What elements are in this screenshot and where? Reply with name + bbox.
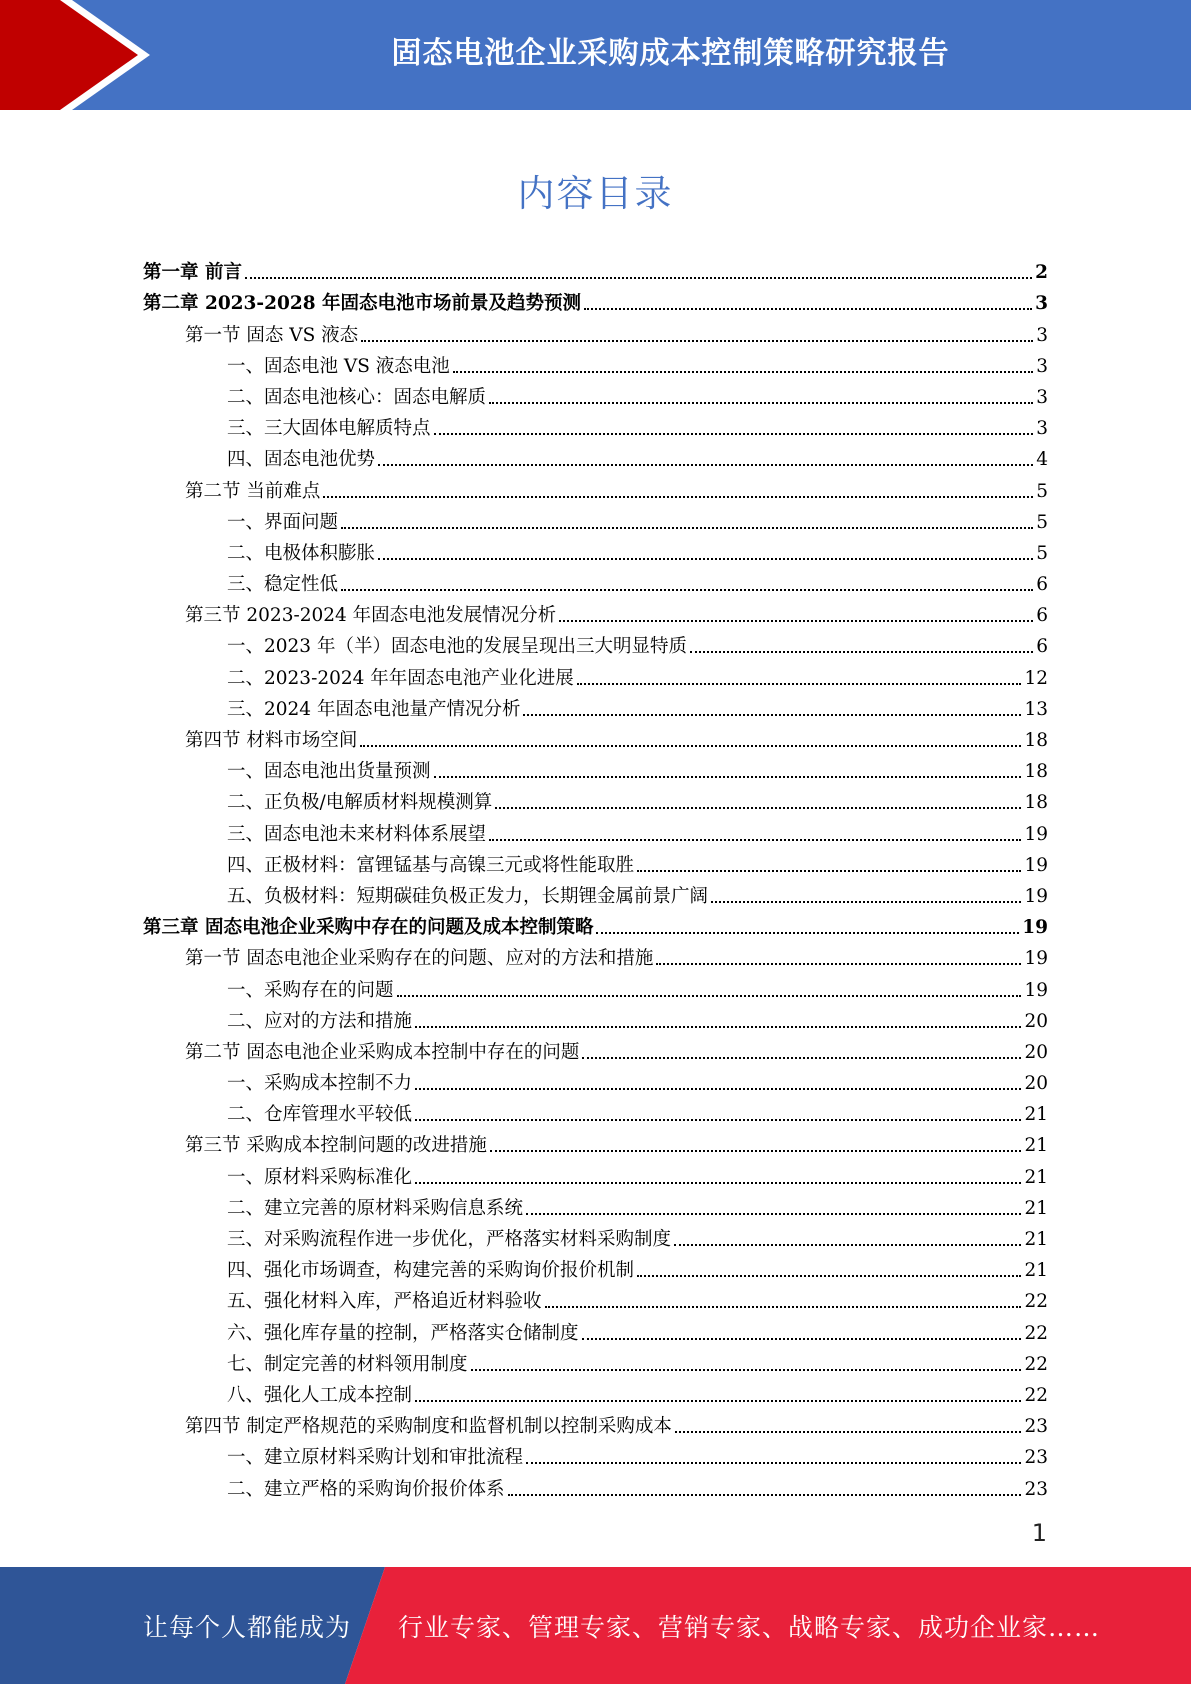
toc-entry-text: 第二节 固态电池企业采购成本控制中存在的问题 — [185, 1041, 580, 1063]
toc-entry-text: 三、三大固体电解质特点 — [227, 418, 431, 440]
toc-entry-page: 2 — [1035, 262, 1048, 284]
toc-entry[interactable] — [143, 658, 1048, 689]
toc-entry-page: 18 — [1024, 792, 1048, 814]
toc-entry[interactable] — [143, 970, 1048, 1001]
toc-entry-text: 第四节 材料市场空间 — [185, 730, 358, 751]
toc-dot-leader — [378, 464, 1033, 466]
toc-entry-text: 一、采购成本控制不力 — [227, 1073, 413, 1095]
toc-entry-page: 20 — [1024, 1073, 1048, 1095]
toc-entry-page: 12 — [1024, 667, 1048, 689]
toc-dot-leader — [523, 714, 1021, 716]
toc-dot-leader — [674, 1244, 1021, 1246]
toc-entry[interactable] — [143, 1033, 1048, 1064]
toc-entry[interactable] — [143, 409, 1048, 440]
toc-dot-leader — [415, 1088, 1021, 1090]
toc-dot-leader — [453, 371, 1033, 373]
toc-entry-page: 19 — [1024, 823, 1048, 845]
toc-entry-page: 13 — [1024, 698, 1048, 720]
toc-dot-leader — [584, 308, 1032, 310]
toc-entry[interactable] — [143, 565, 1048, 596]
toc-dot-leader — [489, 402, 1033, 404]
toc-dot-leader — [711, 901, 1021, 903]
toc-entry-text: 一、固态电池 VS 液态电池 — [227, 355, 450, 377]
toc-dot-leader — [434, 776, 1022, 778]
toc-dot-leader — [397, 995, 1022, 997]
toc-dot-leader — [415, 1182, 1021, 1184]
toc-entry[interactable] — [143, 690, 1048, 721]
toc-entry[interactable] — [143, 846, 1048, 877]
toc-entry-page: 19 — [1024, 948, 1048, 970]
toc-entry-text: 二、电极体积膨胀 — [227, 542, 376, 564]
toc-entry[interactable] — [143, 1002, 1048, 1033]
toc-dot-leader — [545, 1306, 1022, 1308]
toc-dot-leader — [559, 620, 1033, 622]
toc-entry-page: 3 — [1036, 324, 1048, 346]
toc-entry-text: 第二章 2023-2028 年固态电池市场前景及趋势预测 — [143, 293, 582, 315]
toc-entry-text: 一、固态电池出货量预测 — [227, 761, 431, 783]
toc-entry-text: 四、固态电池优势 — [227, 449, 376, 471]
toc-dot-leader — [245, 277, 1032, 279]
page-footer — [0, 1567, 1191, 1684]
toc-entry-page: 23 — [1024, 1478, 1048, 1500]
toc-dot-leader — [675, 1431, 1022, 1433]
toc-entry[interactable] — [143, 440, 1048, 471]
toc-entry-text: 第一章 前言 — [143, 262, 242, 284]
toc-entry-text: 二、建立严格的采购询价报价体系 — [227, 1478, 505, 1500]
toc-entry[interactable] — [143, 1251, 1048, 1282]
toc-entry-text: 第二节 当前难点 — [185, 480, 321, 502]
toc-entry[interactable] — [143, 1157, 1048, 1188]
toc-entry[interactable] — [143, 1095, 1048, 1126]
footer-slogan-right: 行业专家、管理专家、营销专家、战略专家、成功企业家…… — [398, 1612, 1101, 1642]
toc-entry[interactable] — [143, 284, 1048, 315]
toc-entry-page: 21 — [1024, 1135, 1048, 1157]
toc-dot-leader — [415, 1119, 1021, 1121]
toc-entry[interactable] — [143, 1407, 1048, 1438]
toc-entry-text: 二、应对的方法和措施 — [227, 1010, 413, 1032]
toc-entry-page: 21 — [1024, 1197, 1048, 1219]
toc-entry-page: 23 — [1024, 1416, 1048, 1438]
toc-entry-page: 3 — [1036, 355, 1048, 377]
toc-entry-page: 6 — [1036, 636, 1048, 658]
toc-entry[interactable] — [143, 378, 1048, 409]
toc-entry-text: 四、正极材料：富锂锰基与高镍三元或将性能取胜 — [227, 854, 635, 876]
toc-entry-text: 二、固态电池核心：固态电解质 — [227, 386, 487, 408]
toc-entry-text: 三、稳定性低 — [227, 574, 339, 596]
toc-entry-page: 6 — [1036, 605, 1048, 627]
toc-entry-page: 3 — [1036, 418, 1048, 440]
page-number: 1 — [1031, 1519, 1047, 1547]
toc-entry[interactable] — [143, 347, 1048, 378]
toc-entry-text: 一、建立原材料采购计划和审批流程 — [227, 1447, 524, 1469]
toc-dot-leader — [361, 340, 1033, 342]
toc-dot-leader — [415, 1400, 1021, 1402]
toc-dot-leader — [490, 1150, 1022, 1152]
toc-entry-text: 第三节 采购成本控制问题的改进措施 — [185, 1135, 487, 1157]
toc-entry-text: 五、强化材料入库，严格追近材料验收 — [227, 1291, 542, 1313]
toc-entry[interactable] — [143, 1220, 1048, 1251]
toc-entry[interactable] — [143, 1469, 1048, 1500]
toc-dot-leader — [637, 1275, 1021, 1277]
toc-dot-leader — [489, 839, 1021, 841]
toc-dot-leader — [434, 433, 1034, 435]
toc-entry[interactable] — [143, 1438, 1048, 1469]
toc-dot-leader — [577, 683, 1022, 685]
toc-entry-text: 四、强化市场调查，构建完善的采购询价报价机制 — [227, 1260, 635, 1282]
toc-entry[interactable] — [143, 1126, 1048, 1157]
toc-entry-page: 21 — [1024, 1166, 1048, 1188]
toc-entry-text: 一、原材料采购标准化 — [227, 1166, 413, 1188]
report-title: 固态电池企业采购成本控制策略研究报告 — [391, 36, 950, 71]
toc-entry-page: 5 — [1036, 480, 1048, 502]
toc-entry-page: 22 — [1024, 1291, 1048, 1313]
toc-entry-page: 20 — [1024, 1010, 1048, 1032]
toc-entry-page: 3 — [1035, 293, 1048, 315]
toc-heading: 内容目录 — [517, 172, 674, 215]
toc-entry[interactable] — [143, 877, 1048, 908]
toc-entry[interactable] — [143, 939, 1048, 970]
toc-entry[interactable] — [143, 253, 1048, 284]
toc-dot-leader — [495, 807, 1021, 809]
toc-entry-text: 第三章 固态电池企业采购中存在的问题及成本控制策略 — [143, 917, 594, 939]
toc-entry[interactable] — [143, 814, 1048, 845]
toc-entry-page: 21 — [1024, 1104, 1048, 1126]
toc-entry-page: 5 — [1036, 511, 1048, 533]
toc-entry-text: 七、制定完善的材料领用制度 — [227, 1353, 468, 1375]
toc-dot-leader — [526, 1213, 1021, 1215]
toc-entry[interactable] — [143, 503, 1048, 534]
toc-entry-text: 第一节 固态 VS 液态 — [185, 324, 359, 346]
toc-entry-text: 第三节 2023-2024 年固态电池发展情况分析 — [185, 605, 557, 627]
toc-dot-leader — [582, 1338, 1022, 1340]
toc-entry-page: 3 — [1036, 386, 1048, 408]
toc-entry-text: 六、强化库存量的控制，严格落实仓储制度 — [227, 1322, 579, 1344]
toc-entry-page: 6 — [1036, 574, 1048, 596]
toc-entry-text: 八、强化人工成本控制 — [227, 1384, 413, 1406]
toc-entry-page: 4 — [1036, 449, 1048, 471]
toc-dot-leader — [341, 589, 1033, 591]
toc-entry-text: 三、固态电池未来材料体系展望 — [227, 823, 487, 845]
toc-dot-leader — [656, 963, 1021, 965]
toc-dot-leader — [596, 932, 1019, 934]
toc-dot-leader — [323, 496, 1033, 498]
toc-entry[interactable] — [143, 596, 1048, 627]
toc-entry-page: 22 — [1024, 1384, 1048, 1406]
toc-entry[interactable] — [143, 627, 1048, 658]
toc-entry-page: 19 — [1024, 979, 1048, 1001]
toc-entry[interactable] — [143, 1313, 1048, 1344]
toc-entry[interactable] — [143, 1376, 1048, 1407]
toc-entry[interactable] — [143, 721, 1048, 752]
toc-entry-page: 23 — [1024, 1447, 1048, 1469]
toc-dot-leader — [360, 745, 1021, 747]
toc-entry-page: 21 — [1024, 1260, 1048, 1282]
page-header — [0, 0, 1191, 110]
table-of-contents — [143, 253, 1048, 1501]
toc-entry-text: 一、采购存在的问题 — [227, 979, 394, 1001]
toc-entry-page: 22 — [1024, 1353, 1048, 1375]
toc-entry[interactable] — [143, 1345, 1048, 1376]
toc-entry-page: 21 — [1024, 1229, 1048, 1250]
toc-entry-text: 一、界面问题 — [227, 511, 339, 533]
toc-entry[interactable] — [143, 1064, 1048, 1095]
toc-entry-text: 二、仓库管理水平较低 — [227, 1104, 413, 1126]
toc-entry-page: 22 — [1024, 1322, 1048, 1344]
toc-entry-text: 三、对采购流程作进一步优化，严格落实材料采购制度 — [227, 1229, 672, 1250]
toc-dot-leader — [378, 558, 1033, 560]
toc-entry-text: 第一节 固态电池企业采购存在的问题、应对的方法和措施 — [185, 948, 654, 970]
toc-entry-text: 二、建立完善的原材料采购信息系统 — [227, 1197, 524, 1219]
toc-dot-leader — [415, 1026, 1021, 1028]
toc-entry-page: 20 — [1024, 1041, 1048, 1063]
toc-entry-text: 一、2023 年（半）固态电池的发展呈现出三大明显特质 — [227, 636, 687, 658]
toc-dot-leader — [471, 1369, 1022, 1371]
toc-entry[interactable] — [143, 534, 1048, 565]
toc-entry[interactable] — [143, 752, 1048, 783]
toc-entry[interactable] — [143, 315, 1048, 346]
toc-entry-text: 三、2024 年固态电池量产情况分析 — [227, 698, 521, 720]
toc-dot-leader — [526, 1462, 1021, 1464]
toc-entry-text: 二、正负极/电解质材料规模测算 — [227, 792, 493, 814]
toc-dot-leader — [637, 870, 1021, 872]
toc-entry-page: 18 — [1024, 761, 1048, 783]
toc-entry-page: 5 — [1036, 542, 1048, 564]
toc-dot-leader — [690, 651, 1033, 653]
toc-entry-text: 第四节 制定严格规范的采购制度和监督机制以控制采购成本 — [185, 1416, 672, 1438]
toc-entry-text: 五、负极材料：短期碳硅负极正发力，长期锂金属前景广阔 — [227, 885, 709, 907]
toc-entry-page: 19 — [1022, 917, 1048, 939]
toc-dot-leader — [582, 1057, 1021, 1059]
toc-dot-leader — [341, 527, 1033, 529]
footer-slogan-left: 让每个人都能成为 — [143, 1612, 352, 1642]
toc-entry[interactable] — [143, 1282, 1048, 1313]
toc-entry[interactable] — [143, 908, 1048, 939]
toc-entry-page: 19 — [1024, 885, 1048, 907]
toc-entry[interactable] — [143, 471, 1048, 502]
toc-dot-leader — [508, 1494, 1022, 1496]
toc-entry-page: 19 — [1024, 854, 1048, 876]
toc-entry[interactable] — [143, 783, 1048, 814]
toc-entry[interactable] — [143, 1189, 1048, 1220]
toc-entry-page: 18 — [1024, 730, 1048, 751]
toc-entry-text: 二、2023-2024 年年固态电池产业化进展 — [227, 667, 574, 689]
